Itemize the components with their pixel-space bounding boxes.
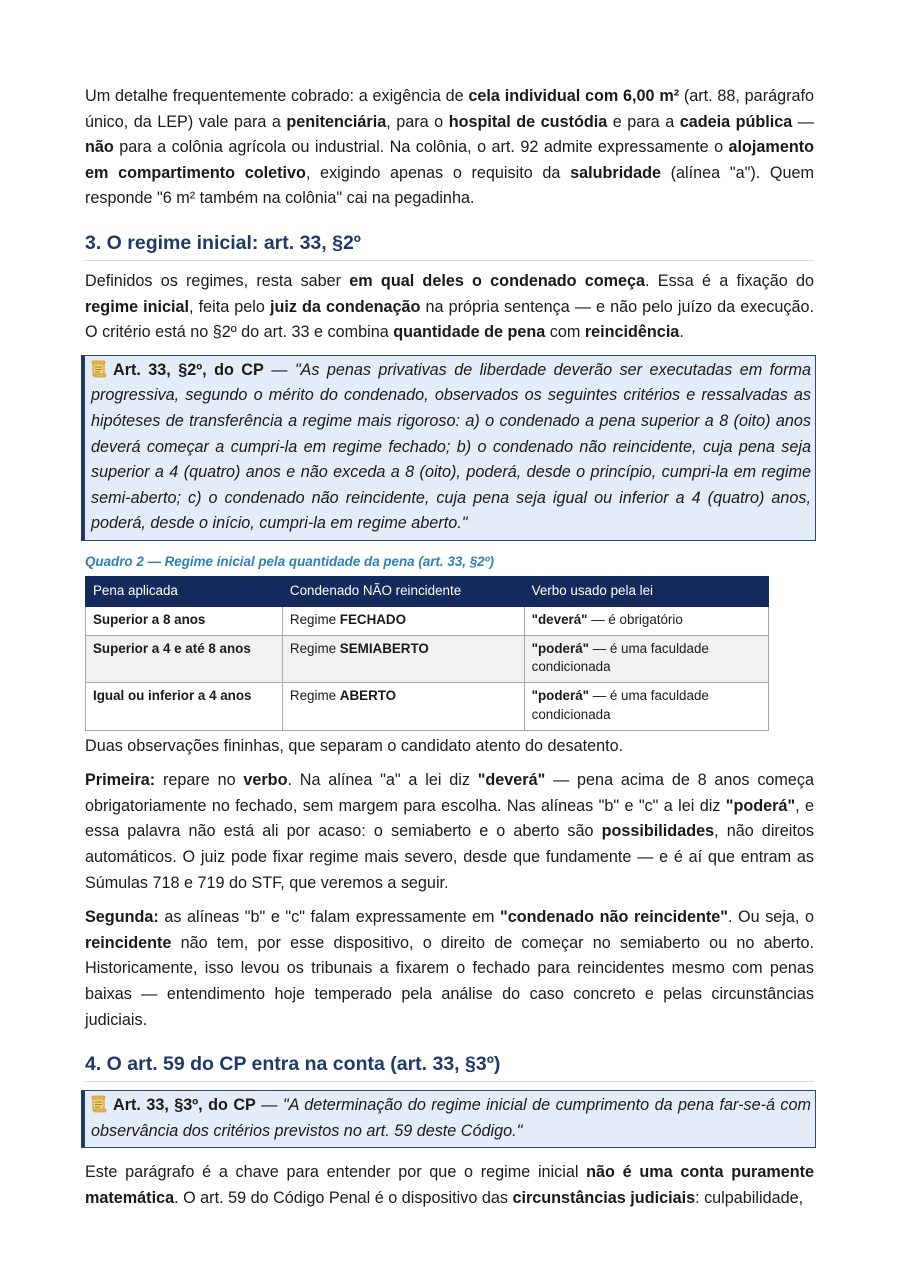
paragraph-observacoes: Duas observações fininhas, que separam o candidato atento do desatento. bbox=[85, 736, 624, 755]
verbo-value: "deverá" bbox=[531, 611, 588, 627]
emphasis-text: hospital de custódia bbox=[448, 112, 608, 131]
table-header-cell: Condenado NÃO reincidente bbox=[282, 576, 524, 606]
emphasis-text: cela individual com 6,00 m² bbox=[468, 87, 680, 105]
table-row bbox=[86, 635, 769, 683]
paragraph-intro: Um detalhe frequentemente cobrado: a exigência de cela individual com 6,00 m² (art. 88, parágrafo único, da LEP) vale para a penitenciária, para o hospital de custódia e para a cadeia pública — não para a colônia agrícola ou industrial. Na colônia, o art. 92 admite expressamente o alojamento em compartimento coletivo, exigindo apenas o requisito da salubridade (alínea "a"). Quem responde "6 m² também na colônia" cai na pegadinha. bbox=[85, 87, 814, 208]
verbo-desc: — é uma faculdade condicionada bbox=[531, 688, 709, 722]
section-3-heading: 3. O regime inicial: art. 33, §2º bbox=[85, 230, 814, 261]
table-row bbox=[86, 683, 769, 731]
table-cell-verbo bbox=[524, 683, 768, 731]
paragraph-section-4: Este parágrafo é a chave para entender por que o regime inicial não é uma conta puramente matemática. O art. 59 do Código Penal é o dispositivo das circunstâncias judiciais: culpabilidade, bbox=[85, 1163, 815, 1207]
table-caption: Quadro 2 — Regime inicial pela quantidade da pena (art. 33, §2º) bbox=[85, 553, 494, 569]
regime-value: ABERTO bbox=[339, 688, 397, 704]
emphasis-text: possibilidades bbox=[601, 822, 715, 841]
emphasis-text: alojamento em compartimento coletivo bbox=[85, 138, 814, 182]
table-cell-pena: Superior a 4 e até 8 anos bbox=[86, 635, 283, 683]
verbo-value: "poderá" bbox=[531, 688, 589, 704]
regime-prefix: Regime bbox=[289, 640, 340, 656]
table-row bbox=[86, 606, 769, 635]
regime-table bbox=[85, 576, 769, 731]
regime-prefix: Regime bbox=[289, 611, 340, 627]
regime-value: FECHADO bbox=[339, 611, 407, 627]
paragraph-segunda: Segunda: as alíneas "b" e "c" falam expressamente em "condenado não reincidente". Ou seja, o reincidente não tem, por esse dispositivo, o direito de começar no semiaberto ou no aberto. Historicamente, isso levou os tribunais a fixarem o fechado para reincidentes mesmo com penas baixas — entendimento hoje temperado pela análise do caso concreto e pelas circunstâncias judiciais. bbox=[85, 908, 814, 1029]
emphasis-text: quantidade de pena bbox=[393, 323, 546, 342]
verbo-desc: — é obrigatório bbox=[587, 611, 683, 627]
emphasis-text: Segunda: bbox=[85, 908, 159, 927]
table-header-row bbox=[86, 576, 769, 606]
emphasis-text: "poderá" bbox=[725, 796, 796, 815]
emphasis-text: verbo bbox=[243, 771, 288, 790]
emphasis-text: regime inicial bbox=[85, 297, 190, 316]
emphasis-text: "condenado não reincidente" bbox=[500, 908, 728, 927]
emphasis-text: em qual deles o condenado começa bbox=[349, 271, 646, 290]
table-cell-verbo bbox=[524, 606, 768, 635]
emphasis-text: "deverá" bbox=[477, 771, 546, 790]
emphasis-text: circunstâncias judiciais bbox=[512, 1189, 696, 1207]
verbo-value: "poderá" bbox=[531, 640, 589, 656]
table-header-cell: Verbo usado pela lei bbox=[524, 576, 768, 606]
quote-art-33-par-2 bbox=[81, 355, 816, 541]
table-cell-pena: Superior a 8 anos bbox=[86, 606, 283, 635]
emphasis-text: salubridade bbox=[570, 163, 661, 182]
emphasis-text: não é uma conta puramente matemática bbox=[85, 1163, 815, 1207]
verbo-desc: — é uma faculdade condicionada bbox=[531, 640, 709, 675]
table-cell-regime bbox=[282, 683, 524, 731]
quote-reference: Art. 33, §3º, do CP bbox=[113, 1096, 256, 1115]
scroll-icon bbox=[91, 1095, 107, 1113]
table-cell-regime bbox=[282, 606, 524, 635]
emphasis-text: reincidente bbox=[85, 933, 172, 952]
quote-text: "A determinação do regime inicial de cumprimento da pena far-se-á com observância dos critérios previstos no art. 59 deste Código." bbox=[91, 1096, 811, 1140]
quote-art-33-par-3 bbox=[81, 1090, 816, 1148]
paragraph-primeira: Primeira: repare no verbo. Na alínea "a" a lei diz "deverá" — pena acima de 8 anos começa obrigatoriamente no fechado, sem margem para escolha. Nas alíneas "b" e "c" a lei diz "poderá", e essa palavra não está ali por acaso: o semiaberto e o aberto são possibilidades, não direitos automáticos. O juiz pode fixar regime mais severo, desde que fundamente — e é aí que entram as Súmulas 718 e 719 do STF, que veremos a seguir. bbox=[85, 771, 815, 892]
emphasis-text: reincidência bbox=[584, 323, 680, 342]
quote-reference: Art. 33, §2º, do CP bbox=[113, 360, 264, 379]
table-cell-pena: Igual ou inferior a 4 anos bbox=[86, 683, 283, 731]
regime-value: SEMIABERTO bbox=[339, 640, 429, 656]
document-page bbox=[85, 84, 814, 1221]
scroll-icon bbox=[91, 360, 107, 378]
section-4-heading: 4. O art. 59 do CP entra na conta (art. 33, §3º) bbox=[85, 1051, 814, 1082]
paragraph-section-3: Definidos os regimes, resta saber em qual deles o condenado começa. Essa é a fixação do regime inicial, feita pelo juiz da condenação na própria sentença — e não pelo juízo da execução. O critério está no §2º do art. 33 e combina quantidade de pena com reincidência. bbox=[85, 271, 814, 342]
emphasis-text: juiz da condenação bbox=[269, 297, 421, 316]
regime-prefix: Regime bbox=[289, 688, 340, 704]
quote-dash: — bbox=[255, 1096, 283, 1115]
table-header-cell: Pena aplicada bbox=[86, 576, 283, 606]
table-cell-regime bbox=[282, 635, 524, 683]
emphasis-text: Primeira: bbox=[85, 771, 156, 790]
emphasis-text: cadeia pública bbox=[679, 112, 793, 131]
emphasis-text: penitenciária bbox=[286, 112, 387, 131]
quote-text: "As penas privativas de liberdade deverão ser executadas em forma progressiva, segundo o mérito do condenado, observados os seguintes critérios e ressalvadas as hipóteses de transferência a regime mais rigoroso: a) o condenado a pena superior a 8 (oito) anos deverá começar a cumpri-la em regime fechado; b) o condenado não reincidente, cuja pena seja superior a 4 (quatro) anos e não exceda a 8 (oito), poderá, desde o princípio, cumpri-la em regime semi-aberto; c) o condenado não reincidente, cuja pena seja igual ou inferior a 4 (quatro) anos, poderá, desde o início, cumpri-la em regime aberto." bbox=[91, 360, 811, 533]
table-cell-verbo bbox=[524, 635, 768, 683]
emphasis-text: não bbox=[85, 138, 114, 157]
quote-dash: — bbox=[263, 360, 295, 379]
